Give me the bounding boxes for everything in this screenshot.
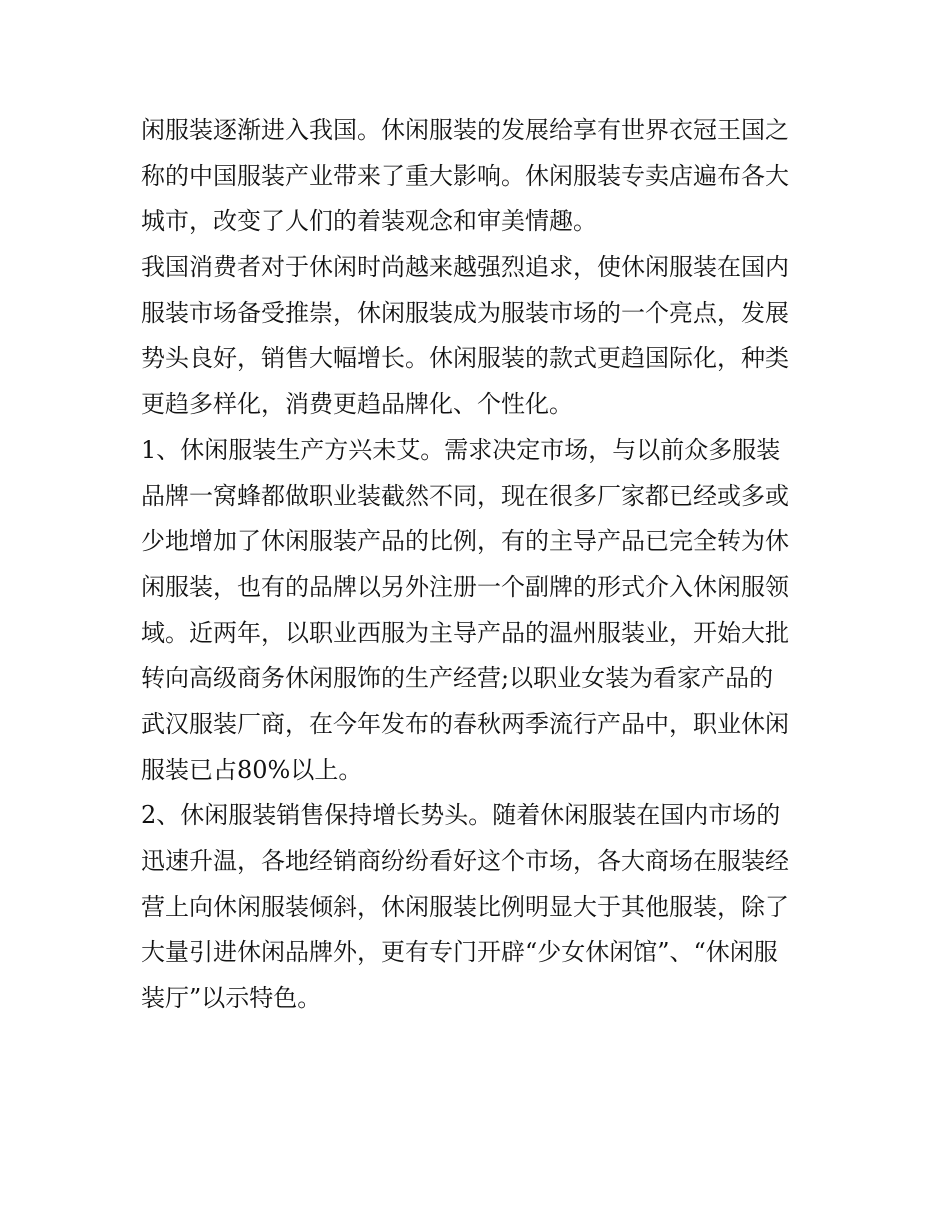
text-line: 大量引进休闲品牌外，更有专门开辟“少女休闲馆”、“休闲服 (141, 938, 778, 967)
text-line: 更趋多样化，消费更趋品牌化、个性化。 (141, 390, 573, 419)
text-line: 少地增加了休闲服装产品的比例，有的主导产品已完全转为休 (141, 527, 789, 556)
text-line: 服装市场备受推崇，休闲服装成为服装市场的一个亮点，发展 (141, 298, 789, 327)
text-line: 1、休闲服装生产方兴未艾。需求决定市场，与以前众多服装 (141, 435, 781, 464)
text-line: 势头良好，销售大幅增长。休闲服装的款式更趋国际化，种类 (141, 344, 789, 373)
text-line: 迅速升温，各地经销商纷纷看好这个市场，各大商场在服装经 (141, 847, 789, 875)
text-line: 称的中国服装产业带来了重大影响。休闲服装专卖店遍布各大 (141, 161, 789, 190)
text-line: 2、休闲服装销售保持增长势头。随着休闲服装在国内市场的 (141, 801, 781, 830)
text-line: 品牌一窝蜂都做职业装截然不同，现在很多厂家都已经或多或 (141, 481, 789, 510)
text-line: 武汉服装厂商，在今年发布的春秋两季流行产品中，职业休闲 (141, 709, 789, 738)
document-body (141, 108, 813, 1022)
text-line: 营上向休闲服装倾斜，休闲服装比例明显大于其他服装，除了 (141, 892, 789, 921)
text-line: 城市，改变了人们的着装观念和审美情趣。 (141, 207, 597, 236)
text-line: 转向高级商务休闲服饰的生产经营;以职业女装为看家产品的 (141, 664, 774, 693)
text-line: 服装已占80%以上。 (141, 755, 363, 784)
text-line: 装厅”以示特色。 (141, 984, 322, 1013)
text-line: 闲服装逐渐进入我国。休闲服装的发展给享有世界衣冠王国之 (141, 116, 789, 144)
text-line: 闲服装，也有的品牌以另外注册一个副牌的形式介入休闲服领 (141, 572, 789, 601)
text-line: 我国消费者对于休闲时尚越来越强烈追求，使休闲服装在国内 (141, 253, 789, 282)
text-line: 域。近两年，以职业西服为主导产品的温州服装业，开始大批 (141, 618, 789, 647)
